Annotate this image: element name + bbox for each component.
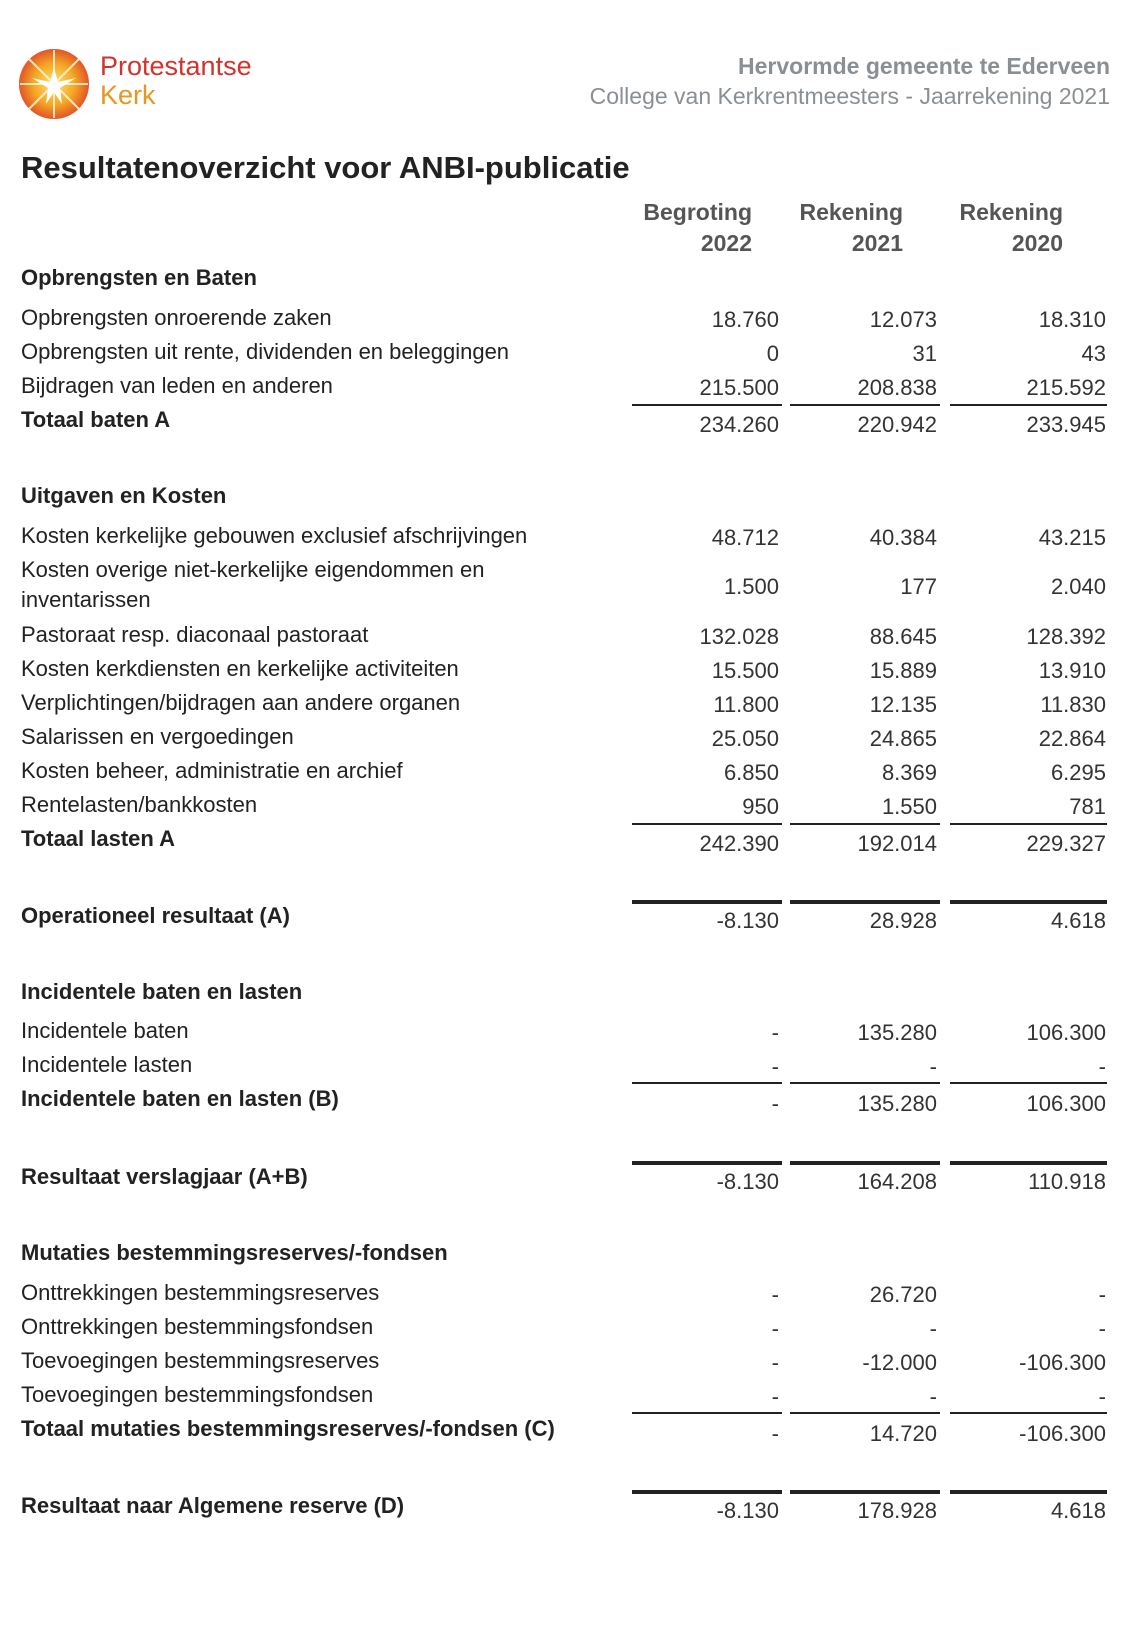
row-label: Mutaties bestemmingsreserves/-fondsen xyxy=(21,1240,448,1265)
result-row xyxy=(0,1162,1128,1196)
row-label: Totaal baten A xyxy=(21,407,171,432)
value-cell: - xyxy=(1098,1282,1106,1307)
table-row xyxy=(0,521,1128,555)
result-row xyxy=(0,901,1128,935)
value-cell: - xyxy=(929,1316,937,1341)
value-cell: - xyxy=(771,1091,779,1116)
row-label: Onttrekkingen bestemmingsfondsen xyxy=(21,1314,374,1339)
value-cell: 215.500 xyxy=(699,375,779,400)
table-row xyxy=(0,371,1128,405)
value-cell: 22.864 xyxy=(1038,726,1106,751)
value-cell: - xyxy=(771,1054,779,1079)
table-row xyxy=(0,1016,1128,1050)
double-sum-rule xyxy=(790,900,940,904)
double-sum-rule xyxy=(950,1490,1107,1494)
value-cell: - xyxy=(1098,1384,1106,1409)
value-cell: 25.050 xyxy=(711,726,779,751)
double-sum-rule xyxy=(950,1161,1107,1165)
double-sum-rule xyxy=(950,900,1107,904)
value-cell: - xyxy=(771,1421,779,1446)
value-cell: -8.130 xyxy=(716,1498,779,1523)
section-header-row xyxy=(0,263,1128,297)
value-cell: 192.014 xyxy=(857,831,937,856)
value-cell: - xyxy=(771,1282,779,1307)
value-cell: 6.850 xyxy=(723,760,779,785)
row-label: Totaal mutaties bestemmingsreserves/-fondsen (C) xyxy=(21,1416,555,1441)
double-sum-rule xyxy=(790,1490,940,1494)
value-cell: 13.910 xyxy=(1038,658,1106,683)
value-cell: 233.945 xyxy=(1026,412,1106,437)
logo-wordmark xyxy=(100,52,252,110)
value-cell: 6.295 xyxy=(1050,760,1106,785)
section-header-row xyxy=(0,1238,1128,1272)
value-cell: - xyxy=(771,1384,779,1409)
column-header-rekening-2020 xyxy=(883,197,1063,259)
row-label: Kosten beheer, administratie en archief xyxy=(21,758,403,783)
logo-line-1: Protestantse xyxy=(100,51,252,81)
column-header-line1: Rekening xyxy=(799,199,903,225)
row-label: Incidentele lasten xyxy=(21,1052,193,1077)
value-cell: 11.830 xyxy=(1040,692,1106,717)
value-cell: 8.369 xyxy=(881,760,937,785)
value-cell: 106.300 xyxy=(1026,1091,1106,1116)
table-row xyxy=(0,1346,1128,1380)
protestantse-kerk-logo-icon xyxy=(18,48,90,120)
row-label: Kosten overige niet-kerkelijke eigendommen en xyxy=(21,557,485,582)
value-cell: 43.215 xyxy=(1038,525,1106,550)
row-label: Bijdragen van leden en anderen xyxy=(21,373,333,398)
value-cell: 2.040 xyxy=(1050,574,1106,599)
table-row xyxy=(0,688,1128,722)
value-cell: 18.310 xyxy=(1038,307,1106,332)
table-row xyxy=(0,337,1128,371)
value-cell: 135.280 xyxy=(857,1091,937,1116)
value-cell: -12.000 xyxy=(862,1350,937,1375)
value-cell: -106.300 xyxy=(1019,1421,1106,1446)
value-cell: - xyxy=(929,1054,937,1079)
value-cell: - xyxy=(929,1384,937,1409)
value-cell: 43 xyxy=(1081,341,1106,366)
column-header-line2: 2021 xyxy=(851,230,903,256)
value-cell: 128.392 xyxy=(1026,624,1106,649)
value-cell: 15.889 xyxy=(869,658,937,683)
value-cell: 110.918 xyxy=(1028,1169,1106,1194)
table-row xyxy=(0,1380,1128,1414)
row-label: Totaal lasten A xyxy=(21,826,176,851)
value-cell: 28.928 xyxy=(869,908,937,933)
row-label: Pastoraat resp. diaconaal pastoraat xyxy=(21,622,369,647)
value-cell: 24.865 xyxy=(869,726,937,751)
value-cell: 234.260 xyxy=(699,412,779,437)
row-label: Verplichtingen/bijdragen aan andere organen xyxy=(21,690,461,715)
value-cell: 11.800 xyxy=(713,692,779,717)
double-sum-rule xyxy=(790,1161,940,1165)
value-cell: - xyxy=(1098,1316,1106,1341)
organisation-name: Hervormde gemeente te Ederveen xyxy=(738,53,1110,79)
value-cell: 18.760 xyxy=(711,307,779,332)
value-cell: 31 xyxy=(912,341,937,366)
value-cell: 4.618 xyxy=(1050,908,1106,933)
value-cell: 26.720 xyxy=(869,1282,937,1307)
value-cell: 40.384 xyxy=(869,525,937,550)
double-sum-rule xyxy=(632,1161,782,1165)
row-label: Uitgaven en Kosten xyxy=(21,483,227,508)
value-cell: -106.300 xyxy=(1019,1350,1106,1375)
row-label: Opbrengsten uit rente, dividenden en beleggingen xyxy=(21,339,510,364)
row-label: Kosten kerkdiensten en kerkelijke activiteiten xyxy=(21,656,459,681)
column-header-line2: 2022 xyxy=(700,230,752,256)
column-header-line1: Begroting xyxy=(643,199,752,225)
row-label: Onttrekkingen bestemmingsreserves xyxy=(21,1280,380,1305)
table-row xyxy=(0,790,1128,824)
value-cell: 178.928 xyxy=(857,1498,937,1523)
value-cell: - xyxy=(771,1316,779,1341)
value-cell: 242.390 xyxy=(699,831,779,856)
value-cell: 135.280 xyxy=(857,1020,937,1045)
table-row xyxy=(0,1050,1128,1084)
document-subtitle: College van Kerkrentmeesters - Jaarrekening 2021 xyxy=(589,83,1110,109)
row-label: Kosten kerkelijke gebouwen exclusief afschrijvingen xyxy=(21,523,528,548)
row-label: Toevoegingen bestemmingsfondsen xyxy=(21,1382,374,1407)
value-cell: -8.130 xyxy=(716,1169,779,1194)
logo-line-2: Kerk xyxy=(100,80,156,110)
table-row xyxy=(0,1278,1128,1312)
total-row xyxy=(0,824,1128,858)
page-title: Resultatenoverzicht voor ANBI-publicatie xyxy=(21,150,630,185)
value-cell: 950 xyxy=(742,794,779,819)
value-cell: 1.500 xyxy=(723,574,779,599)
value-cell: 132.028 xyxy=(699,624,779,649)
row-label: Resultaat naar Algemene reserve (D) xyxy=(21,1493,405,1518)
row-label: Rentelasten/bankkosten xyxy=(21,792,258,817)
table-row xyxy=(0,756,1128,790)
row-label: Resultaat verslagjaar (A+B) xyxy=(21,1164,308,1189)
value-cell: 48.712 xyxy=(711,525,779,550)
table-row xyxy=(0,555,1128,612)
value-cell: 14.720 xyxy=(869,1421,937,1446)
value-cell: 0 xyxy=(766,341,779,366)
total-row xyxy=(0,405,1128,439)
section-header-row xyxy=(0,481,1128,515)
value-cell: -8.130 xyxy=(716,908,779,933)
table-row xyxy=(0,303,1128,337)
value-cell: 177 xyxy=(900,574,937,599)
value-cell: 15.500 xyxy=(711,658,779,683)
row-label: Toevoegingen bestemmingsreserves xyxy=(21,1348,380,1373)
value-cell: 12.135 xyxy=(869,692,937,717)
column-header-line1: Rekening xyxy=(959,199,1063,225)
column-header-rekening-2021 xyxy=(723,197,903,259)
value-cell: 229.327 xyxy=(1026,831,1106,856)
total-row xyxy=(0,1084,1128,1118)
value-cell: 215.592 xyxy=(1026,375,1106,400)
table-row xyxy=(0,1312,1128,1346)
result-row xyxy=(0,1491,1128,1525)
column-header-line2: 2020 xyxy=(1011,230,1063,256)
double-sum-rule xyxy=(632,1490,782,1494)
value-cell: 1.550 xyxy=(881,794,937,819)
value-cell: - xyxy=(771,1350,779,1375)
table-row xyxy=(0,722,1128,756)
row-label-continued: inventarissen xyxy=(21,587,151,612)
row-label: Incidentele baten en lasten (B) xyxy=(21,1086,339,1111)
row-label: Opbrengsten onroerende zaken xyxy=(21,305,332,330)
value-cell: 88.645 xyxy=(869,624,937,649)
section-header-row xyxy=(0,977,1128,1011)
value-cell: 12.073 xyxy=(869,307,937,332)
double-sum-rule xyxy=(632,900,782,904)
table-row xyxy=(0,620,1128,654)
row-label: Opbrengsten en Baten xyxy=(21,265,257,290)
value-cell: 106.300 xyxy=(1026,1020,1106,1045)
value-cell: - xyxy=(771,1020,779,1045)
value-cell: 4.618 xyxy=(1050,1498,1106,1523)
row-label: Operationeel resultaat (A) xyxy=(21,903,290,928)
value-cell: 208.838 xyxy=(857,375,937,400)
row-label: Incidentele baten en lasten xyxy=(21,979,303,1004)
row-label: Incidentele baten xyxy=(21,1018,189,1043)
total-row xyxy=(0,1414,1128,1448)
value-cell: 220.942 xyxy=(857,412,937,437)
value-cell: 164.208 xyxy=(857,1169,937,1194)
value-cell: 781 xyxy=(1069,794,1106,819)
row-label: Salarissen en vergoedingen xyxy=(21,724,294,749)
table-row xyxy=(0,654,1128,688)
value-cell: - xyxy=(1098,1054,1106,1079)
